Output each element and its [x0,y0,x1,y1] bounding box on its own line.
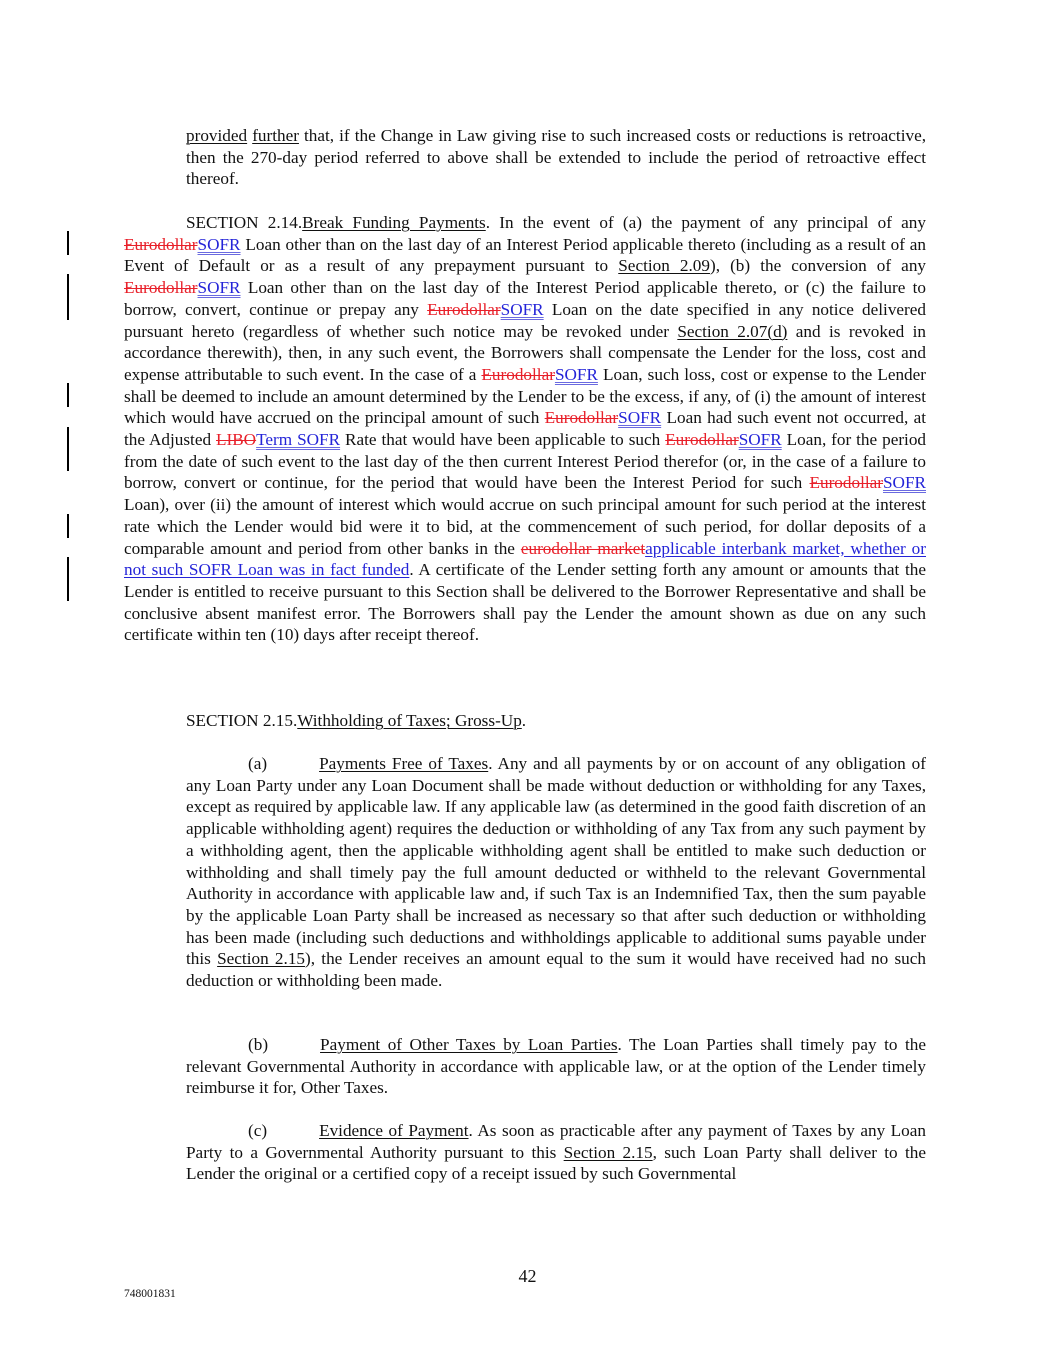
section-number: SECTION 2.15. [186,711,298,730]
text-run: Loan on the date specified in any notice delivered pursuant hereto (regardless of whether such notice may be revoked under [124,299,926,341]
deleted-text: Eurodollar [544,408,619,428]
section-2-15-heading [186,710,926,732]
defined-term-provided: provided [186,126,248,145]
text-run: that, if the Change in Law giving rise to such increased costs or reductions is retroactive, then the 270-day period referred to above shall be extended to include the period of retroactive effect thereof. [186,126,927,189]
deleted-text: Eurodollar [481,364,555,384]
defined-term-further: further [252,126,299,145]
deleted-text: Eurodollar [665,430,739,450]
subsection-label: (c) [248,1121,268,1140]
section-reference-link[interactable]: Section 2.15 [563,1142,653,1162]
subsection-title: Evidence of Payment [319,1121,469,1140]
document-id: 748001831 [124,1288,176,1300]
inserted-text: SOFR [738,430,782,450]
section-reference-link[interactable]: Section 2.15 [217,949,306,969]
inserted-text: SOFR [197,278,241,298]
text-run: . Any and all payments by or on account of any obligation of any Loan Party under any Loan Document shall be made without deduction or withholding for any Taxes, except as required by applicable law. If any applicable law (as determined in the good faith discretion of an applicable withholding agent) requires the deduction or withholding of any Tax from any such payment by a withholding agent, then the applicable withholding agent shall be entitled to make such deduction or withholding and shall timely pay the full amount deducted or withheld to the relevant Governmental Authority in accordance with applicable law and, if such Tax is an Indemnified Tax, then the sum payable by the applicable Loan Party shall be increased as necessary so that after such deduction or withholding has been made (including such deductions and withholdings applicable to additional sums payable under this [186,754,926,969]
subsection-label: (b) [248,1035,269,1054]
inserted-text: SOFR [883,473,926,493]
continuation-paragraph [186,125,926,190]
deleted-text: Eurodollar [809,473,883,493]
deleted-text: LIBO [216,430,257,450]
change-bar [67,231,69,255]
section-number: SECTION 2.14. [186,213,303,232]
deleted-text: Eurodollar [427,299,501,319]
change-bar [67,383,69,407]
text-run: ), the Lender receives an amount equal to the sum it would have received had no such deduction or withholding been made. [186,949,926,991]
inserted-text: SOFR [618,408,662,428]
section-title: Break Funding Payments [302,213,486,232]
page-number: 42 [518,1266,537,1286]
text-run: , such Loan Party shall deliver to the Lender the original or a certified copy of a receipt issued by such Governmental [186,1142,926,1184]
text-run: Loan other than on the last day of the Interest Period applicable thereto, or (c) the failure to borrow, convert, continue or prepay any [124,278,926,319]
text-run: Loan had such event not occurred, at the Adjusted [124,408,926,450]
section-2-14-paragraph [124,212,926,646]
section-title: Withholding of Taxes; Gross-Up [297,711,522,730]
subsection-c [186,1120,926,1185]
subsection-label: (a) [248,754,268,773]
text-run: Rate that would have been applicable to such [340,430,666,450]
change-bar [67,514,69,538]
deleted-text: eurodollar market [520,538,646,558]
inserted-text: SOFR [197,234,241,254]
text-run: and is revoked in accordance therewith), then, in any such event, the Borrowers shall compensate the Lender for the loss, cost and expense attributable to such event. In the case of a [124,321,926,384]
inserted-text: SOFR [554,364,598,384]
text-run: . The Loan Parties shall timely pay to the relevant Governmental Authority in accordance with applicable law, or at the option of the Lender timely reimburse it for, Other Taxes. [186,1035,926,1098]
text-run: . In the event of (a) the payment of any principal of any [485,213,926,232]
subsection-title: Payment of Other Taxes by Loan Parties [320,1035,618,1054]
text-run: ), (b) the conversion of any [709,256,927,276]
text-run: Loan), over (ii) the amount of interest which would accrue on such principal amount for such period at the interest rate which the Lender would bid were it to bid, at the commencement of such period, for dollar deposits of a comparable amount and period from other banks in the [124,495,926,558]
subsection-b [186,1034,926,1099]
section-reference-link[interactable]: Section 2.09 [618,256,710,276]
change-bar [67,557,69,601]
section-reference-link[interactable]: Section 2.07(d) [677,321,788,341]
inserted-text: applicable interbank market, whether or not such SOFR Loan was in fact funded [124,538,926,580]
text-run: Loan, such loss, cost or expense to the Lender shall be deemed to include an amount determined by the Lender to be the excess, if any, of (i) the amount of interest which would have accrued on the principal amount of such [124,364,926,428]
deleted-text: Eurodollar [124,278,198,298]
text-run: . [521,711,527,730]
change-bar [67,427,69,471]
change-bar [67,274,69,320]
text-run: . A certificate of the Lender setting forth any amount or amounts that the Lender is entitled to receive pursuant to this Section shall be delivered to the Borrower Representative and shall be conclusive absent manifest error. The Borrowers shall pay the Lender the amount shown as due on any such certificate within ten (10) days after receipt thereof. [124,560,927,645]
text-run: . As soon as practicable after any payment of Taxes by any Loan Party to a Governmental Authority pursuant to this [186,1121,926,1162]
text-run: Loan other than on the last day of an Interest Period applicable thereto (including as a result of an Event of Default or as a result of any prepayment pursuant to [124,234,926,276]
inserted-text: SOFR [500,299,544,319]
subsection-a [186,753,926,992]
subsection-title: Payments Free of Taxes [319,754,489,773]
text-run: Loan, for the period from the date of such event to the last day of the then current Interest Period therefor (or, in the case of a failure to borrow, convert or continue, for the period that would have been the Interest Period for such [124,430,927,493]
deleted-text: Eurodollar [124,234,198,254]
inserted-text: Term SOFR [256,430,341,450]
